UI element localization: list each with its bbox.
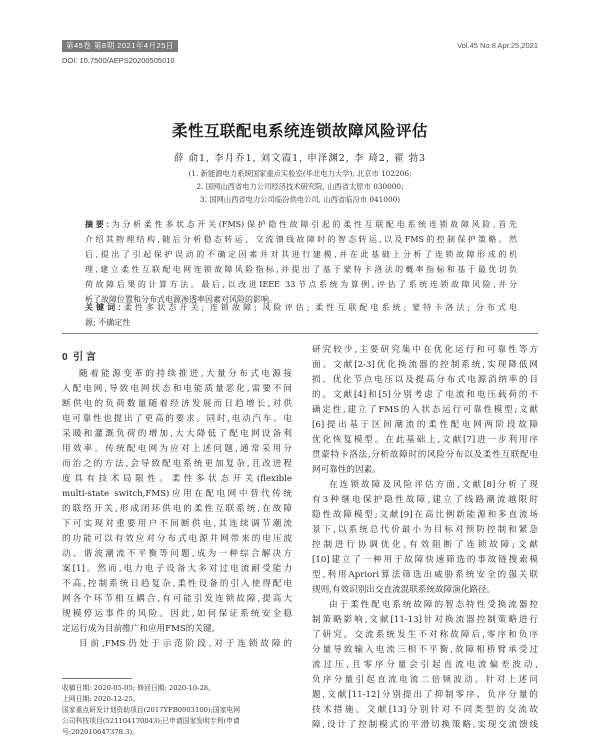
footnote-line: 号:202010647378.3)。 — [62, 728, 139, 736]
keywords-block — [85, 300, 517, 330]
body-line: multi-state switch,FMS)应用在配电网中替代传统 — [62, 489, 292, 499]
body-line: 的联络开关,形成闭环供电的柔性互联系统,在故障 — [62, 504, 292, 514]
journal-volume-label: Vol.45 No.8 Apr.25,2021 — [457, 41, 538, 50]
running-header — [62, 40, 538, 54]
footnote-line: 上网日期: 2020-12-25。 — [62, 695, 140, 703]
body-line: 优化恢复模型。在此基础上,文献[7]进一步利用序 — [312, 435, 538, 445]
keywords-line: 源; 不确定性 — [85, 318, 131, 327]
body-line: 随着能源变革的持续推进,大量分布式电源接 — [79, 369, 292, 379]
body-line: 贯蒙特卡洛法,分析故障时的风险分布以及柔性互联配电 — [312, 450, 538, 460]
abstract-label: 摘要: — [85, 220, 110, 229]
body-line: [6]提出基于区间潮流的柔性配电网两阶段故障 — [312, 420, 538, 430]
keywords-label: 关键词: — [85, 303, 121, 312]
author-list: 薛 俞1, 李月乔1, 刘文霞1, 申泽渊2, 李 琦2, 翟 勃3 — [173, 153, 427, 164]
affiliation-1: (1. 新能源电力系统国家重点实验室(华北电力大学), 北京市 102206; — [188, 169, 412, 178]
body-line: 负序分量引起直流电流二倍频波动。针对上述问 — [312, 675, 538, 685]
keywords-line: 关键词:柔性多状态开关; 连锁故障; 风险评估; 柔性互联配电系统; 蒙特卡洛法; 分布式电 — [85, 303, 517, 312]
abstract-block — [85, 217, 517, 307]
body-line: 隐性故障模型;文献[9]在高比例新能源和多直流场 — [312, 510, 538, 520]
abstract-line: 理,建立柔性互联配电网连锁故障风险指标,并提出了基于蒙特卡洛法的概率指标和基于最优切负 — [85, 265, 517, 274]
body-line: 网可靠性的因素。 — [312, 465, 381, 475]
body-line: 分量导致输入电流三相不平衡,故障相桥臂承受过 — [312, 645, 538, 655]
affiliation-3: 3. 国网山西省电力公司临汾供电公司, 山西省临汾市 041000) — [199, 195, 401, 204]
body-line: 规则,有效识别出交直流混联系统故障演化路径。 — [312, 585, 496, 595]
section-number: 0 — [62, 352, 68, 363]
body-line: 动、谐波潮流不平衡等问题,成为一种综合解决方 — [62, 549, 292, 559]
doi-text: DOI: 10.7500/AEPS20200505010 — [62, 56, 175, 65]
body-line: 型,利用Apriori算法筛选出威胁系统安全的强关联 — [312, 570, 538, 580]
body-line: 控制进行协调优化,有效阻断了连锁故障;文献 — [312, 540, 538, 550]
body-line: 景下,以系统总代价最小为目标对预防控制和紧急 — [312, 525, 538, 535]
section-title: 引 言 — [73, 352, 96, 363]
body-line: 的。文献[4]和[5]分别考虑了电流和电压载荷的不 — [312, 390, 538, 400]
body-line: 不高,控制系统日趋复杂,柔性设备的引入使得配电 — [62, 579, 292, 589]
affiliation-2: 2. 国网山西省电力公司经济技术研究院, 山西省太原市 030000; — [196, 182, 404, 191]
abstract-line: 摘要:为分析柔性多状态开关(FMS)保护隐性故障引起的柔性互联配电系统连锁故障风险,首先 — [85, 220, 517, 229]
footnote-line: 国家重点研发计划资助项目(2017YFB0903100);国家电网 — [62, 706, 241, 714]
body-line: 下可实现对重要用户不间断供电,其连续调节潮流 — [62, 519, 292, 529]
body-line: 了研究。交流系统发生不对称故障后,零序和负序 — [312, 630, 538, 640]
body-line: 目前,FMS仍处于示范阶段,对于连锁故障的 — [79, 639, 292, 649]
abstract-line: 析了故障位置和分布式电源渗透率因素对风险的影响。 — [85, 295, 277, 304]
body-line: 题,文献[11-12]分别提出了抑制零序、负序分量的 — [312, 690, 538, 700]
body-line: 的功能可以有效应对分布式电源并网带来的电压波 — [62, 534, 292, 544]
body-line: 电可靠性也提出了更高的要求。同时,电动汽车、电 — [62, 414, 292, 424]
footnote-line: 收稿日期: 2020-05-05; 修回日期: 2020-10-28。 — [62, 684, 215, 692]
paper-title: 柔性互联配电系统连锁故障风险评估 — [171, 123, 428, 140]
body-line: 而治之的方法,会导致配电系统更加复杂,且改进程 — [62, 459, 292, 469]
abstract-line: 后,提出了引起保护误动的不确定因素并对其进行建模,并在此基础上分析了连锁故障形成的机 — [85, 250, 517, 259]
body-line: 规模停运事件的风险。因此,如何保证系统安全稳 — [62, 609, 292, 619]
abstract-line: 荷故障后果的计算方法。最后,以改进IEEE 33节点系统为算例,评估了系统连锁故障风险,并分 — [85, 280, 517, 289]
body-line: 障,设计了控制模式的平滑切换策略,实现交流馈线 — [312, 720, 538, 730]
abstract-divider — [62, 333, 538, 334]
body-line: 入配电网,导致电网状态和电能质量恶化,需要不间 — [62, 384, 292, 394]
body-line: 有3种继电保护隐性故障,建立了线路潮流越限时 — [312, 495, 538, 505]
body-line: 网各个环节相互耦合,有可能引发连锁故障,提高大 — [62, 594, 292, 604]
body-line: 定运行成为目前推广和应用FMS的关键。 — [62, 624, 221, 634]
body-line: 流过压,且零序分量会引起直流电流偏差波动, — [312, 660, 538, 670]
body-line: 损、优化节点电压以及提高分布式电源消纳率的目 — [312, 375, 538, 385]
body-line: 案[1]。然而,电力电子设备大多对过电流耐受能力 — [62, 564, 292, 574]
body-line: 制策略影响,文献[11-13]针对换流器控制策略进行 — [312, 615, 538, 625]
body-line: 由于柔性配电系统故障的智态特性受换流器控 — [329, 600, 538, 610]
body-line: 面。文献[2-3]优化换流器的控制系统,实现降低网 — [312, 360, 538, 370]
body-line: 确定性,建立了FMS的入状态运行可靠性模型;文献 — [312, 405, 538, 415]
abstract-line: 介绍其物理结构,随后分析稳态转运、交流馈线故障时的智态转运,以及FMS的控制保护策略。然 — [85, 235, 517, 244]
right-column — [312, 343, 538, 733]
footnote-divider — [62, 678, 132, 679]
body-line: 技术措施。文献[13]分别针对不同类型的交流故 — [312, 705, 538, 715]
body-line: [10]建立了一种用于故障快速筛选的事故链搜索模 — [312, 555, 538, 565]
section-heading — [62, 348, 96, 363]
body-line: 用效率。传统配电网为应对上述问题,通常采用分 — [62, 444, 292, 454]
body-line: 研究较少,主要研究集中在优化运行和可靠性等方 — [312, 345, 538, 355]
body-line: 在连锁故障及风险评估方面,文献[8]分析了现 — [329, 480, 538, 490]
footnote-line: 公司科技项目(521104170043);已申请国家发明专利(申请 — [62, 717, 240, 725]
body-line: 度具有技术局限性。柔性多状态开关(flexible — [62, 474, 292, 484]
body-line: 采暖和灌溉负荷的增加,大大降低了配电网设备利 — [62, 429, 292, 439]
body-line: 断供电的负荷数量随着经济发展而日趋增长,对供 — [62, 399, 292, 409]
left-column — [62, 367, 292, 652]
journal-issue-label: 第45卷 第8期 2021年4月25日 — [62, 40, 178, 52]
